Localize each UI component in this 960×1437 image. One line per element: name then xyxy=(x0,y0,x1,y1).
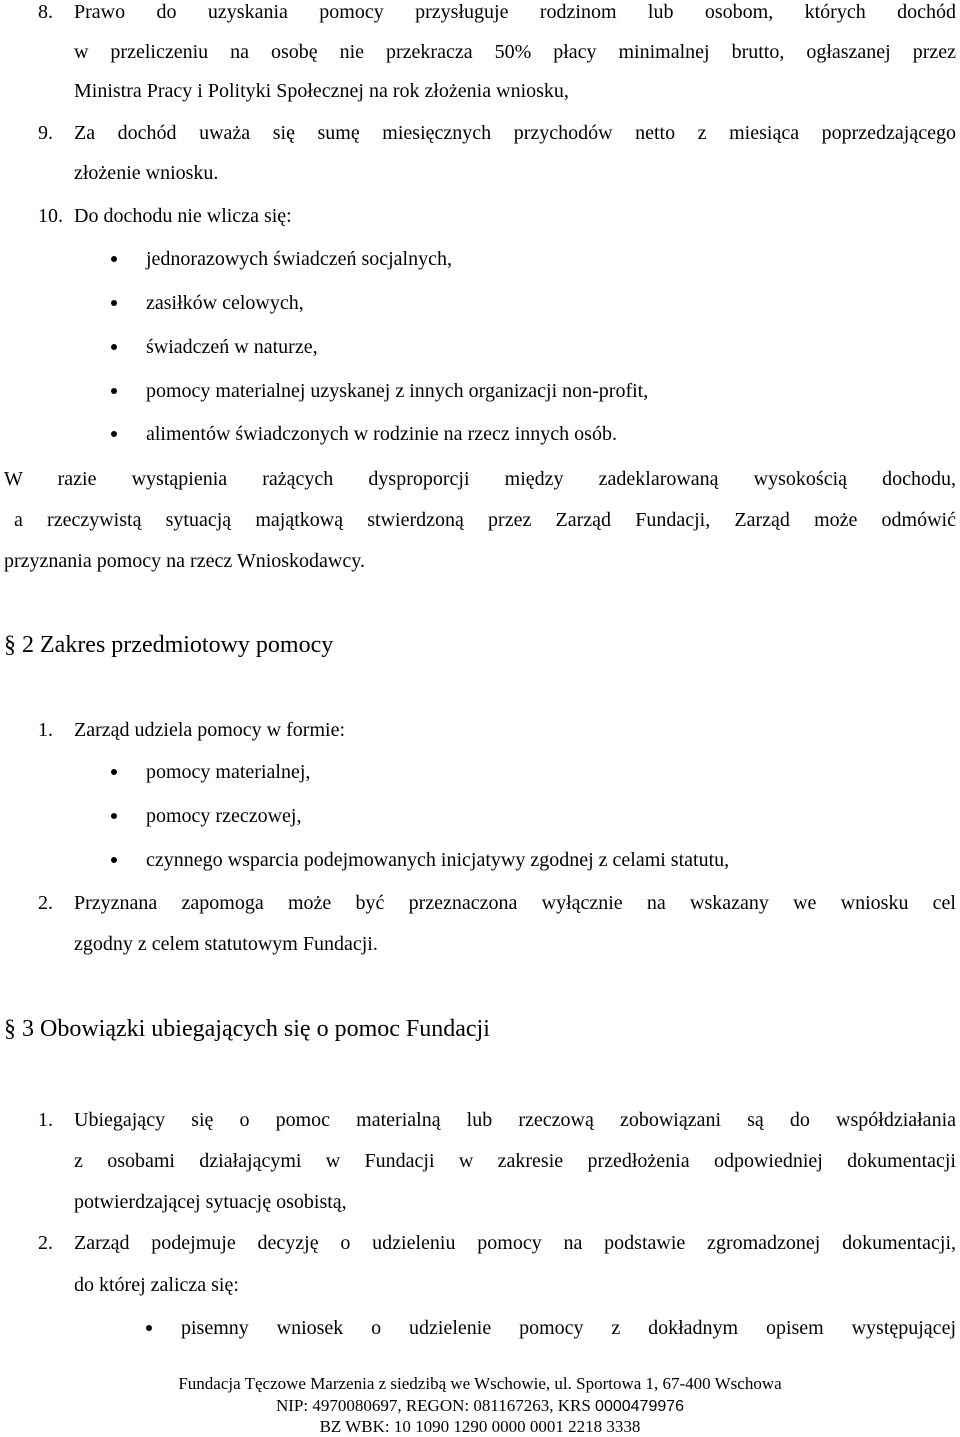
list-number: 2. xyxy=(38,892,53,914)
bullet-item-text: jednorazowych świadczeń socjalnych, xyxy=(146,248,452,270)
section-heading: § 2 Zakres przedmiotowy pomocy xyxy=(4,632,334,658)
paragraph-text: a rzeczywistą sytuacją majątkową stwierdzoną przez Zarząd Fundacji, Zarząd może odmówić xyxy=(14,509,956,531)
list-item-text: Zarząd podejmuje decyzję o udzieleniu pomocy na podstawie zgromadzonej dokumentacji, xyxy=(74,1232,956,1254)
bullet-icon xyxy=(111,256,117,262)
list-item-text: Zarząd udziela pomocy w formie: xyxy=(74,719,345,741)
list-item-text: potwierdzającej sytuację osobistą, xyxy=(74,1191,347,1213)
footer-ids: NIP: 4970080697, REGON: 081167263, KRS xyxy=(275,1396,596,1415)
bullet-item-text: zasiłków celowych, xyxy=(146,292,304,314)
bullet-item-text: alimentów świadczonych w rodzinie na rzecz innych osób. xyxy=(146,423,617,445)
bullet-icon xyxy=(111,431,117,437)
list-item-text: złożenie wniosku. xyxy=(74,162,219,184)
bullet-icon xyxy=(111,813,117,819)
list-item-text: Do dochodu nie wlicza się: xyxy=(74,205,292,227)
footer-bank-account: BZ WBK: 10 1090 1290 0000 0001 2218 3338 xyxy=(319,1417,641,1436)
list-item-text: Ubiegający się o pomoc materialną lub rzeczową zobowiązani są do współdziałania xyxy=(74,1109,956,1131)
list-item-text: w przeliczeniu na osobę nie przekracza 50% płacy minimalnej brutto, ogłaszanej przez xyxy=(74,41,956,63)
list-number: 1. xyxy=(38,719,53,741)
bullet-item-text: świadczeń w naturze, xyxy=(146,336,318,358)
bullet-icon xyxy=(111,300,117,306)
footer-krs-number: 0000479976 xyxy=(595,1398,685,1415)
bullet-item-text: czynnego wsparcia podejmowanych inicjatywy zgodnej z celami statutu, xyxy=(146,849,730,871)
list-number: 1. xyxy=(38,1109,53,1131)
bullet-item-text: pomocy rzeczowej, xyxy=(146,805,302,827)
list-item-text: z osobami działającymi w Fundacji w zakresie przedłożenia odpowiedniej dokumentacji xyxy=(74,1150,956,1172)
section-heading: § 3 Obowiązki ubiegających się o pomoc Fundacji xyxy=(4,1016,490,1042)
list-item-text: zgodny z celem statutowym Fundacji. xyxy=(74,933,378,955)
paragraph-text: przyznania pomocy na rzecz Wnioskodawcy. xyxy=(4,550,365,572)
list-item-text: Za dochód uważa się sumę miesięcznych przychodów netto z miesiąca poprzedzającego xyxy=(74,122,956,144)
bullet-item-text: pomocy materialnej uzyskanej z innych organizacji non-profit, xyxy=(146,380,649,402)
list-number: 10. xyxy=(38,205,63,227)
footer-registration xyxy=(0,1396,960,1417)
list-number: 8. xyxy=(38,1,53,23)
bullet-item-text: pisemny wniosek o udzielenie pomocy z dokładnym opisem występującej xyxy=(181,1317,956,1339)
list-number: 9. xyxy=(38,122,53,144)
list-item-text: Prawo do uzyskania pomocy przysługuje rodzinom lub osobom, których dochód xyxy=(74,1,956,23)
list-number: 2. xyxy=(38,1232,53,1254)
list-item-text: Przyznana zapomoga może być przeznaczona wyłącznie na wskazany we wniosku cel xyxy=(74,892,956,914)
list-item-text: Ministra Pracy i Polityki Społecznej na rok złożenia wniosku, xyxy=(74,80,569,102)
bullet-icon xyxy=(111,769,117,775)
paragraph-text: W razie wystąpienia rażących dysproporcji między zadeklarowaną wysokością dochodu, xyxy=(4,468,956,490)
bullet-icon xyxy=(111,857,117,863)
bullet-icon xyxy=(146,1325,152,1331)
footer-address: Fundacja Tęczowe Marzenia z siedzibą we Wschowie, ul. Sportowa 1, 67-400 Wschowa xyxy=(178,1374,782,1393)
bullet-icon xyxy=(111,344,117,350)
list-item-text: do której zalicza się: xyxy=(74,1274,239,1296)
bullet-item-text: pomocy materialnej, xyxy=(146,761,311,783)
bullet-icon xyxy=(111,388,117,394)
